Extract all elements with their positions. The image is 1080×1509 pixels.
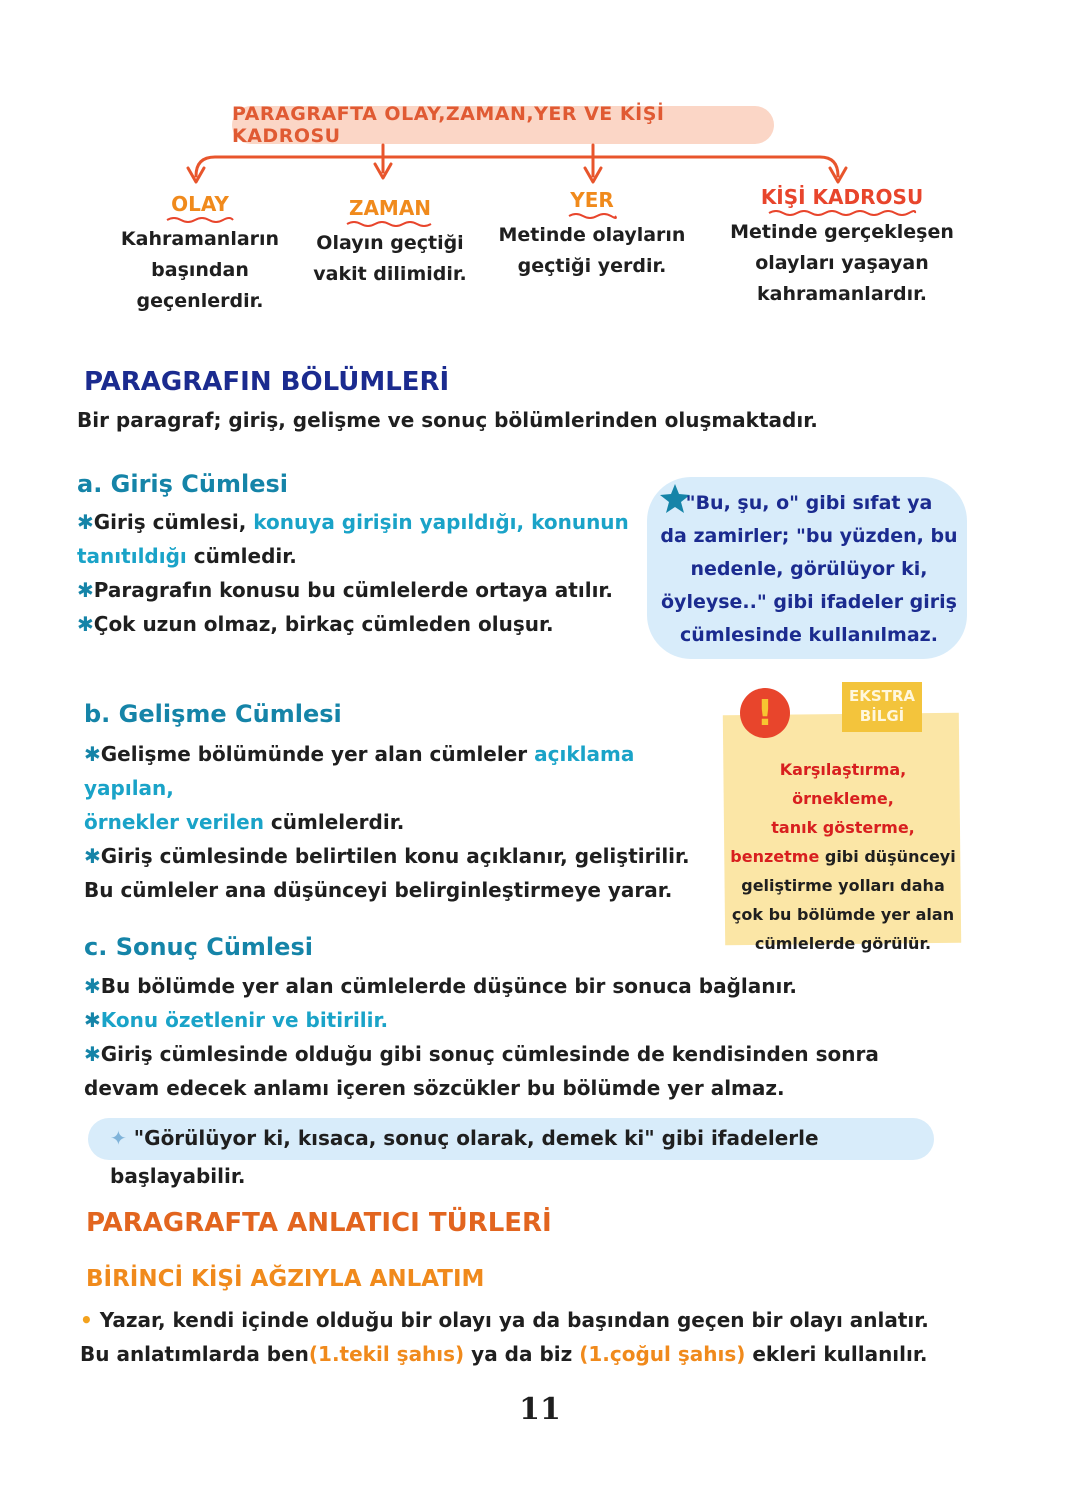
sonuc-b3-text: Giriş cümlesinde olduğu gibi sonuç cümlesinde de kendisinden sonra [100, 1042, 879, 1066]
diagram-col-zaman [300, 196, 480, 290]
col-text-kisi-1: Metinde gerçekleşen [730, 221, 954, 243]
heading-gelisme-cumlesi: b. Gelişme Cümlesi [84, 700, 342, 728]
anlatici-l1-text: Yazar, kendi içinde olduğu bir olayı ya da başından geçen bir olayı anlatır. [99, 1308, 929, 1332]
gelisme-b1-end: cümlelerdir. [263, 810, 405, 834]
col-text-zaman-1: Olayın geçtiği [316, 232, 464, 254]
note-benzetme: benzetme [730, 847, 820, 866]
col-title-zaman: ZAMAN [348, 196, 432, 220]
diagram-connectors [0, 0, 1080, 200]
gelisme-body [84, 737, 724, 907]
col-title-yer: YER [570, 188, 614, 212]
anlatici-l2-a: Bu anlatımlarda ben [80, 1342, 309, 1366]
gelisme-b2-text: Giriş cümlesinde belirtilen konu açıklanır, geliştirilir. [100, 844, 690, 868]
anlatici-l2-b: ya da biz [464, 1342, 580, 1366]
bolumler-intro: Bir paragraf; giriş, gelişme ve sonuç bölümlerinden oluşmaktadır. [77, 408, 818, 432]
giris-body [77, 505, 637, 641]
sonuc-b1-text: Bu bölümde yer alan cümlelerde düşünce bir sonuca bağlanır. [100, 974, 797, 998]
note-line-5: çok bu bölümde yer alan [731, 905, 955, 924]
col-text-olay-3: geçenlerdir. [136, 290, 264, 312]
giris-b3-text: Çok uzun olmaz, birkaç cümleden oluşur. [93, 612, 554, 636]
bullet-icon: ✱ [84, 844, 101, 868]
heading-anlatici-turleri: PARAGRAFTA ANLATICI TÜRLERİ [86, 1208, 552, 1238]
info-bubble-text [655, 487, 963, 652]
sparkle-icon: ✦ [110, 1126, 134, 1150]
sonuc-bullet-2 [84, 1003, 984, 1037]
col-text-olay-2: başından [151, 259, 249, 281]
gelisme-b1-highlight-2: örnekler verilen [84, 810, 264, 834]
gelisme-bullet-1 [84, 737, 724, 805]
giris-b1-highlight: konuya girişin yapıldığı, konunun [253, 510, 629, 534]
note-line-2: tanık gösterme, [771, 818, 915, 837]
heading-giris-cumlesi: a. Giriş Cümlesi [77, 470, 289, 498]
note-line-4: geliştirme yolları daha [741, 876, 945, 895]
giris-bullet-1-cont [77, 539, 637, 573]
squiggle-underline [767, 209, 917, 217]
anlatici-l2-tekil: (1.tekil şahıs) [308, 1342, 465, 1366]
col-text-olay-1: Kahramanların [120, 228, 280, 250]
sonuc-bullet-1 [84, 969, 984, 1003]
gelisme-b1-highlight: açıklama yapılan, [84, 742, 635, 800]
page-number: 11 [519, 1392, 561, 1427]
col-text-kisi-3: kahramanlardır. [756, 283, 928, 305]
bubble-line-1: "Bu, şu, o" gibi sıfat ya [685, 492, 933, 514]
giris-b1-text: Giriş cümlesi, [93, 510, 254, 534]
bubble-line-3: nedenle, görülüyor ki, [690, 558, 928, 580]
bullet-icon: ✱ [84, 1008, 101, 1032]
heading-sonuc-cumlesi: c. Sonuç Cümlesi [84, 933, 313, 961]
note-line-1: Karşılaştırma, örnekleme, [779, 760, 907, 808]
sticky-note-text [727, 755, 959, 958]
note-line-3 [727, 842, 959, 871]
bullet-icon: ✱ [84, 974, 101, 998]
giris-b1-end: cümledir. [186, 544, 297, 568]
heading-birinci-kisi: BİRİNCİ KİŞİ AĞZIYLA ANLATIM [86, 1266, 485, 1292]
heading-paragrafin-bolumleri: PARAGRAFIN BÖLÜMLERİ [84, 367, 450, 397]
exclamation-icon: ! [740, 688, 790, 738]
anlatici-line-2 [80, 1337, 1040, 1371]
diagram-title: PARAGRAFTA OLAY,ZAMAN,YER VE KİŞİ KADROSU [232, 106, 774, 144]
squiggle-underline [165, 216, 235, 224]
giris-b2-text: Paragrafın konusu bu cümlelerde ortaya atılır. [93, 578, 614, 602]
col-text-kisi-2: olayları yaşayan [755, 252, 929, 274]
diagram-col-yer [490, 188, 694, 282]
anlatici-l2-cogul: (1.çoğul şahıs) [579, 1342, 746, 1366]
gelisme-b1-text: Gelişme bölümünde yer alan cümleler [100, 742, 535, 766]
bullet-icon: ✱ [84, 742, 101, 766]
bubble-line-2: da zamirler; "bu yüzden, bu [660, 525, 958, 547]
diagram-col-olay [110, 192, 290, 317]
giris-b1-highlight-2: tanıtıldığı [77, 544, 187, 568]
anlatici-body [80, 1303, 1040, 1371]
squiggle-underline [567, 212, 617, 220]
note-line-3-rest: gibi düşünceyi [819, 847, 956, 866]
tip-wave-text [110, 1119, 940, 1195]
bullet-icon: ✱ [84, 1042, 101, 1066]
giris-bullet-1 [77, 505, 637, 539]
col-text-yer-2: geçtiği yerdir. [517, 255, 667, 277]
bullet-icon: ✱ [77, 578, 94, 602]
bullet-icon: ✱ [77, 510, 94, 534]
gelisme-bullet-1-cont [84, 805, 724, 839]
ekstra-bilgi-badge: EKSTRA BİLGİ [842, 682, 922, 732]
diagram-col-kisi-kadrosu [722, 185, 962, 310]
bubble-line-4: öyleyse.." gibi ifadeler giriş [661, 591, 957, 613]
tip-wave-content: "Görülüyor ki, kısaca, sonuç olarak, demek ki" gibi ifadelerle başlayabilir. [110, 1126, 819, 1188]
col-title-kisi-kadrosu: KİŞİ KADROSU [760, 185, 924, 209]
sonuc-body [84, 969, 984, 1105]
gelisme-bullet-2 [84, 839, 724, 873]
note-line-6: cümlelerde görülür. [754, 934, 932, 953]
bullet-icon: ✱ [77, 612, 94, 636]
sonuc-bullet-3-cont: devam edecek anlamı içeren sözcükler bu bölümde yer almaz. [84, 1076, 785, 1100]
col-title-olay: OLAY [171, 192, 229, 216]
bubble-line-5: cümlesinde kullanılmaz. [680, 624, 938, 646]
gelisme-bullet-2-cont: Bu cümleler ana düşünceyi belirginleştirmeye yarar. [84, 878, 673, 902]
squiggle-underline [345, 220, 435, 228]
col-text-zaman-2: vakit dilimidir. [313, 263, 467, 285]
anlatici-l2-c: ekleri kullanılır. [745, 1342, 928, 1366]
anlatici-line-1 [80, 1303, 1040, 1337]
giris-bullet-2 [77, 573, 637, 607]
sonuc-b2-text: Konu özetlenir ve bitirilir. [100, 1008, 389, 1032]
bullet-dot-icon: • [80, 1308, 100, 1332]
col-text-yer-1: Metinde olayların [498, 224, 686, 246]
sonuc-bullet-3 [84, 1037, 984, 1071]
giris-bullet-3 [77, 607, 637, 641]
